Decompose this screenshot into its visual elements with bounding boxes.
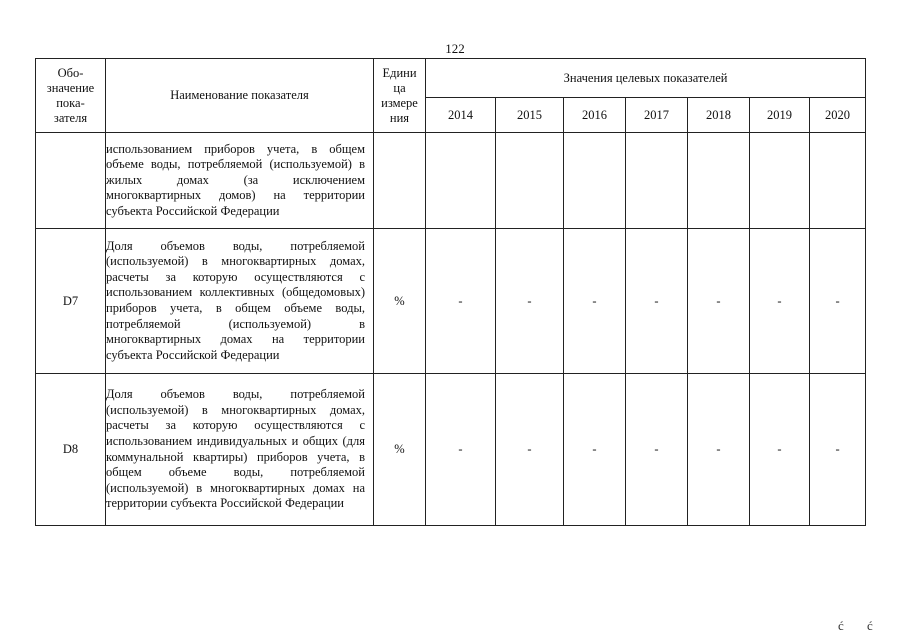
header-row bbox=[36, 59, 866, 98]
table-row bbox=[36, 229, 866, 374]
row-value: - bbox=[564, 374, 626, 526]
row-value bbox=[564, 133, 626, 229]
row-name: Доля объемов воды, потребляемой (используемой) в многоквартирных домах, расчеты за которую осуществляются с использованием коллективных (общедомовых) приборов учета, в общем объеме воды, потребляемой (используемой) в многоквартирных домах на территории субъекта Российской Федерации bbox=[106, 229, 374, 374]
corner-mark: ć ć bbox=[838, 618, 883, 633]
row-value bbox=[810, 133, 866, 229]
row-code: D7 bbox=[36, 229, 106, 374]
header-values: Значения целевых показателей bbox=[426, 59, 866, 98]
row-value: - bbox=[688, 229, 750, 374]
header-name: Наименование показателя bbox=[106, 59, 374, 133]
year-2016: 2016 bbox=[564, 98, 626, 133]
table-row bbox=[36, 133, 866, 229]
row-unit: % bbox=[374, 229, 426, 374]
year-2017: 2017 bbox=[626, 98, 688, 133]
row-value: - bbox=[750, 229, 810, 374]
row-value bbox=[750, 133, 810, 229]
row-value: - bbox=[626, 374, 688, 526]
row-code: D8 bbox=[36, 374, 106, 526]
indicators-table bbox=[35, 58, 866, 526]
row-value: - bbox=[496, 374, 564, 526]
row-value: - bbox=[810, 374, 866, 526]
row-value bbox=[496, 133, 564, 229]
row-value: - bbox=[688, 374, 750, 526]
header-code: Обо- значение пока- зателя bbox=[36, 59, 106, 133]
table-row bbox=[36, 374, 866, 526]
row-name: использованием приборов учета, в общем объеме воды, потребляемой (используемой) в жилых домах (за исключением многоквартирных домов) на территории субъекта Российской Федерации bbox=[106, 133, 374, 229]
year-2015: 2015 bbox=[496, 98, 564, 133]
year-2018: 2018 bbox=[688, 98, 750, 133]
row-value bbox=[626, 133, 688, 229]
row-value: - bbox=[564, 229, 626, 374]
row-code bbox=[36, 133, 106, 229]
year-2014: 2014 bbox=[426, 98, 496, 133]
year-2019: 2019 bbox=[750, 98, 810, 133]
row-name: Доля объемов воды, потребляемой (используемой) в многоквартирных домах, расчеты за которую осуществляются с использованием индивидуальных и общих (для коммунальной квартиры) приборов учета, в общем объеме воды, потребляемой (используемой) в многоквартирных домах на территории субъекта Российской Федерации bbox=[106, 374, 374, 526]
row-value: - bbox=[626, 229, 688, 374]
year-2020: 2020 bbox=[810, 98, 866, 133]
row-value: - bbox=[426, 374, 496, 526]
row-unit: % bbox=[374, 374, 426, 526]
row-value: - bbox=[496, 229, 564, 374]
row-value bbox=[688, 133, 750, 229]
row-unit bbox=[374, 133, 426, 229]
row-value: - bbox=[426, 229, 496, 374]
row-value bbox=[426, 133, 496, 229]
row-value: - bbox=[810, 229, 866, 374]
header-unit: Едини ца измере ния bbox=[374, 59, 426, 133]
page-number: 122 bbox=[445, 41, 465, 56]
row-value: - bbox=[750, 374, 810, 526]
